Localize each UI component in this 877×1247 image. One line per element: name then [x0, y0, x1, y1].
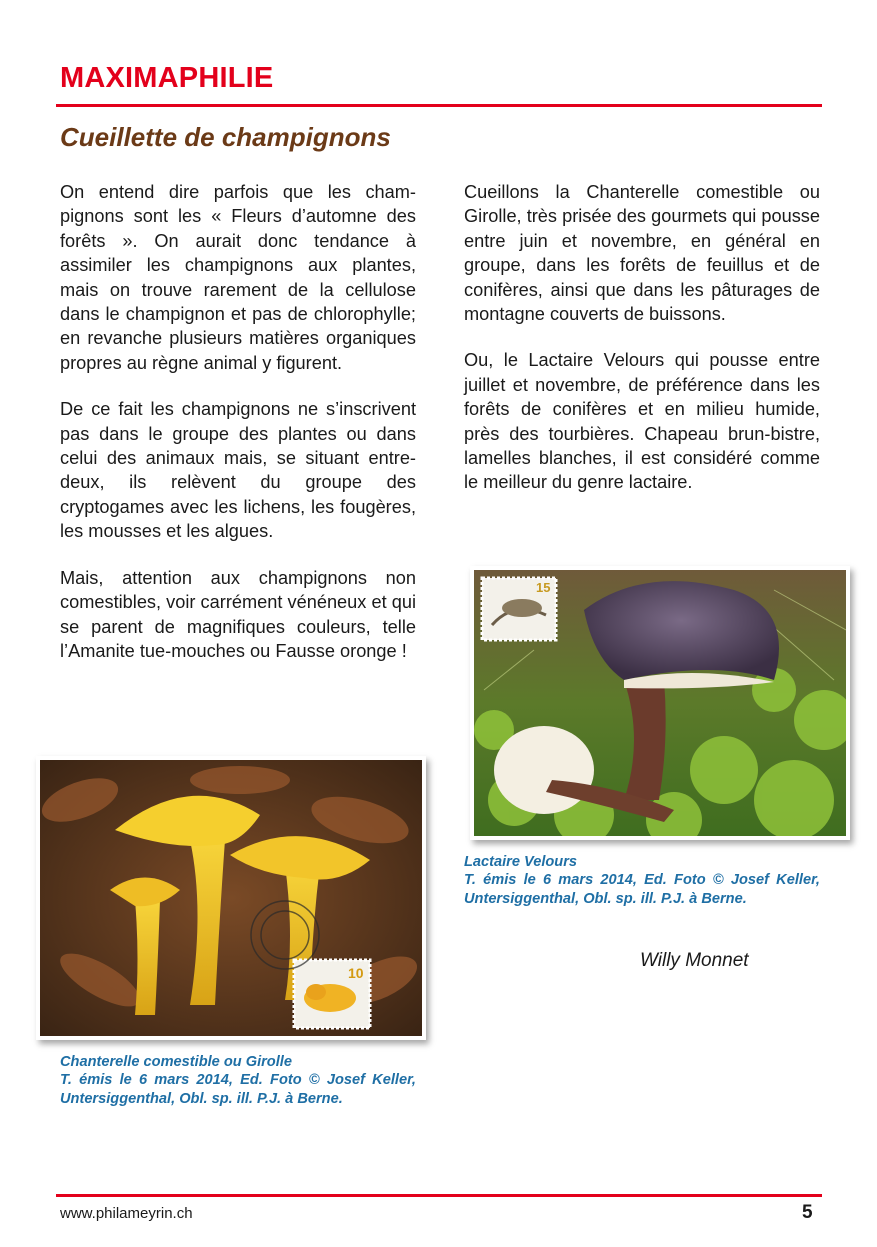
caption-title: Chanterelle comestible ou Girolle: [60, 1054, 292, 1070]
header-divider: [56, 104, 822, 107]
lactaire-caption: [464, 853, 820, 908]
right-column: [464, 180, 820, 517]
section-title: MAXIMAPHILIE: [60, 62, 274, 94]
page-number: 5: [802, 1202, 813, 1223]
stamp-value: 15: [536, 580, 551, 595]
paragraph: De ce fait les champignons ne s’inscrivent pas dans le groupe des plantes ou dans celui des animaux mais, se situant entre-deux, ils relèvent du groupe des cryptogames avec les lichens, les fougères, les mousses et les algues.: [60, 399, 416, 542]
article-title: Cueillette de champignons: [60, 122, 391, 152]
paragraph: On entend dire parfois que les cham-pignons sont les « Fleurs d’automne des forêts ». On aurait donc tendance à assimiler les champignons aux plantes, mais on trouve rarement de la cellulose dans le champignon et pas de chlorophylle; en revanche plusieurs matières organiques propres au règne animal y figurent.: [60, 182, 416, 373]
paragraph: Cueillons la Chanterelle comestible ou Girolle, très prisée des gourmets qui pousse entre juin et novembre, en général en groupe, dans les forêts de feuillus et de conifères, ainsi que dans les pâturages de montagne couverts de buissons.: [464, 182, 820, 325]
author-signature: Willy Monnet: [640, 950, 749, 971]
stamp-chanterelle: [294, 960, 370, 1028]
paragraph: Mais, attention aux champignons non comestibles, voir carrément vénéneux et qui se parent de magnifiques couleurs, telle l’Amanite tue-mouches ou Fausse oronge !: [60, 567, 416, 661]
paragraph: Ou, le Lactaire Velours qui pousse entre juillet et novembre, de préférence dans les forêts de conifères et en milieu humide, près des tourbières. Chapeau brun-bistre, lamelles blanches, il est considéré comme le meilleur du genre lactaire.: [464, 350, 820, 493]
left-column: [60, 180, 416, 685]
footer-divider: [56, 1194, 822, 1197]
stamp-lactaire: [482, 578, 556, 640]
website-url: www.philameyrin.ch: [60, 1205, 193, 1222]
caption-body: T. émis le 6 mars 2014, Ed. Foto © Josef Keller, Untersiggenthal, Obl. sp. ill. P.J. à Berne.: [464, 872, 820, 907]
caption-title: Lactaire Velours: [464, 854, 578, 870]
stamp-value: 10: [348, 965, 364, 981]
caption-body: T. émis le 6 mars 2014, Ed. Foto © Josef Keller, Untersiggenthal, Obl. sp. ill. P.J. à Berne.: [60, 1072, 416, 1107]
chanterelle-photo: [36, 756, 426, 1040]
chanterelle-caption: [60, 1053, 416, 1108]
lactaire-velours-photo: [470, 566, 850, 840]
